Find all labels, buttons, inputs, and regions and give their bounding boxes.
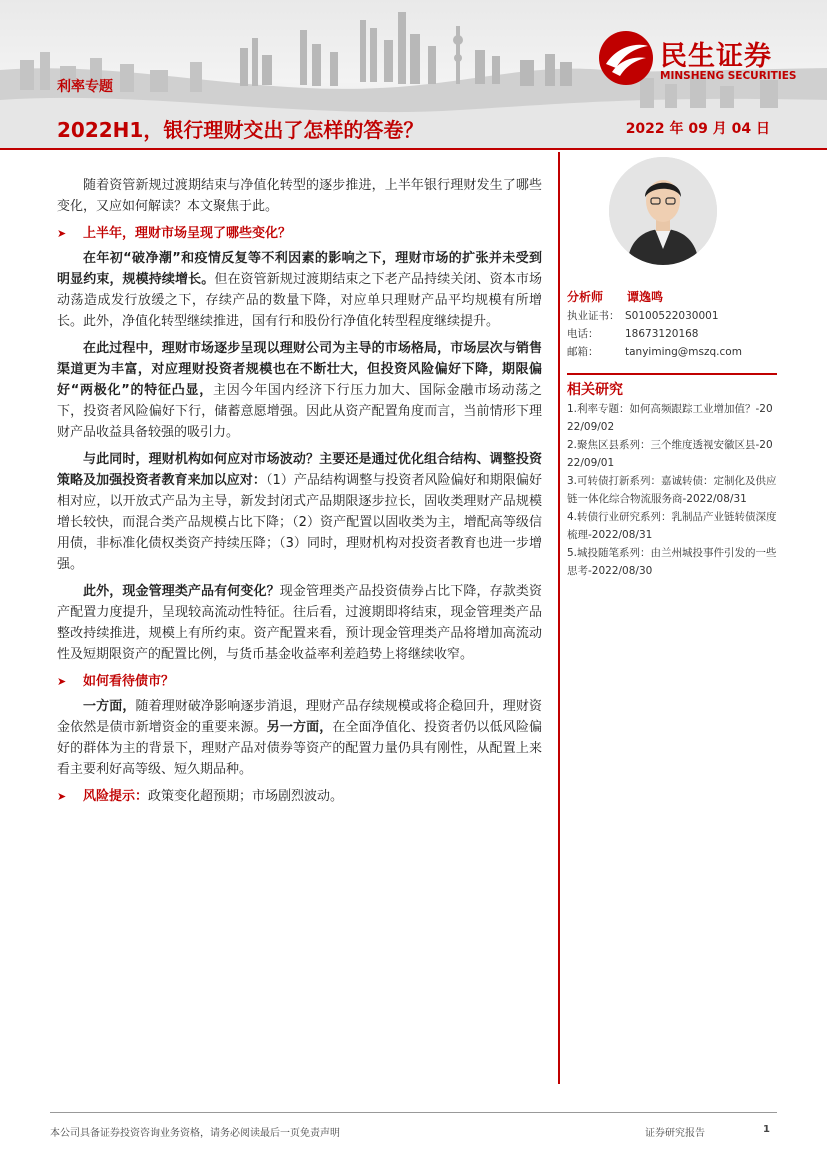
phone-value: 18673120168 bbox=[625, 328, 699, 340]
paragraph-body-2: 在全面净值化、投资者仍以低风险偏好的群体为主的背景下，理财产品对债券等资产的配置力量仍具有刚性，从配置上来看主要利好高等级、短久期品种。 bbox=[57, 720, 542, 777]
paragraph-5 bbox=[57, 696, 542, 780]
arrow-bullet-icon: ➤ bbox=[57, 227, 67, 240]
report-body bbox=[57, 175, 542, 811]
column-divider bbox=[558, 152, 560, 1084]
minsheng-logo-icon bbox=[598, 30, 654, 86]
paragraph-body: 随着理财破净影响逐步消退，理财产品存续规模或将企稳回升，理财资金依然是债市新增资金的重要来源。 bbox=[57, 699, 542, 735]
intro-paragraph: 随着资管新规过渡期结束与净值化转型的逐步推进，上半年银行理财发生了哪些变化，又应如何解读？本文聚焦于此。 bbox=[57, 178, 542, 214]
paragraph-lead: 此外，现金管理类产品有何变化？ bbox=[83, 584, 280, 599]
risk-warning bbox=[57, 786, 542, 807]
related-research-item[interactable]: 2.聚焦区县系列：三个维度透视安徽区县-20 bbox=[567, 439, 773, 451]
paragraph-body: （1）产品结构调整与投资者风险偏好和期限偏好相对应，以开放式产品为主导，新发封闭式产品期限逐步拉长，固收类理财产品规模增长较快，而混合类产品规模占比下降；（2）资产配置以固收类为主，增配高等级信用债，非标准化债权类资产持续压降；（3）同时，理财机构对投资者教育也进一步增强。 bbox=[57, 473, 542, 572]
related-research-item[interactable]: 1.利率专题：如何高频跟踪工业增加值？-20 bbox=[567, 403, 773, 415]
section-heading-bond-market bbox=[57, 671, 542, 692]
risk-text: 政策变化超预期；市场剧烈波动。 bbox=[148, 789, 344, 804]
analyst-portrait-icon bbox=[609, 157, 717, 265]
logo-english-name: MINSHENG SECURITIES bbox=[660, 70, 797, 82]
paragraph-lead: 一方面， bbox=[83, 699, 136, 714]
email-value[interactable]: tanyiming@mszq.com bbox=[625, 346, 742, 358]
page-number: 1 bbox=[763, 1124, 770, 1135]
analyst-label: 分析师 bbox=[567, 290, 604, 304]
phone-row bbox=[567, 325, 777, 343]
paragraph-lead: 与此同时，理财机构如何应对市场波动？主要还是通过优化组合结构、调整投资策略及加强投资者教育来加以应对： bbox=[57, 452, 542, 488]
paragraph-body: 但在资管新规过渡期结束之下老产品持续关闭、资本市场动荡造成发行放缓之下，存续产品的数量下降，对应单只理财产品平均规模有所增长。此外，净值化转型继续推进，国有行和股份行净值化转型程度继续提升。 bbox=[57, 272, 542, 329]
footer-divider bbox=[50, 1112, 777, 1113]
paragraph-lead-2: 另一方面， bbox=[266, 720, 333, 735]
related-research-item[interactable]: 思考-2022/08/30 bbox=[567, 565, 653, 577]
minsheng-logo bbox=[598, 30, 803, 90]
risk-label: 风险提示： bbox=[83, 789, 149, 804]
report-date: 2022 年 09 月 04 日 bbox=[625, 121, 770, 137]
phone-label: 电话： bbox=[567, 328, 599, 340]
footer-report-type: 证券研究报告 bbox=[645, 1128, 705, 1139]
related-research-item[interactable]: 链一体化综合物流服务商-2022/08/31 bbox=[567, 493, 747, 505]
email-label: 邮箱： bbox=[567, 346, 599, 358]
report-category: 利率专题 bbox=[57, 79, 113, 95]
cert-row bbox=[567, 307, 777, 325]
analyst-row bbox=[567, 288, 664, 305]
footer-disclaimer: 本公司具备证券投资咨询业务资格，请务必阅读最后一页免责声明 bbox=[50, 1128, 340, 1139]
related-research-item[interactable]: 4.转债行业研究系列：乳制品产业链转债深度 bbox=[567, 511, 777, 523]
related-research-item[interactable]: 22/09/02 bbox=[567, 421, 615, 433]
cert-value: S0100522030001 bbox=[625, 310, 719, 322]
email-row bbox=[567, 343, 777, 361]
paragraph-3 bbox=[57, 449, 542, 575]
analyst-photo bbox=[609, 157, 717, 265]
banner-divider bbox=[0, 148, 827, 150]
analyst-info bbox=[567, 307, 777, 361]
analyst-name: 谭逸鸣 bbox=[627, 290, 664, 304]
paragraph-lead: 在年初“破净潮”和疫情反复等不利因素的影响之下，理财市场的扩张并未受到明显约束，规模持续增长。 bbox=[57, 251, 542, 287]
related-research-title: 相关研究 bbox=[567, 373, 777, 399]
section-heading-text: 上半年，理财市场呈现了哪些变化？ bbox=[83, 226, 292, 241]
related-research-item[interactable]: 梳理-2022/08/31 bbox=[567, 529, 653, 541]
section-heading-text: 如何看待债市？ bbox=[83, 674, 175, 689]
paragraph-2 bbox=[57, 338, 542, 443]
paragraph-body: 现金管理类产品投资债券占比下降，存款类资产配置力度提升，呈现较高流动性特征。往后看，过渡期即将结束，现金管理类产品整改持续推进，规模上有所约束。资产配置来看，预计现金管理类产品将增加高流动性及短期限资产的配置比例，与货币基金收益率利差趋势上将继续收窄。 bbox=[57, 584, 542, 662]
section-heading-market-changes bbox=[57, 223, 542, 244]
related-research-item[interactable]: 3.可转债打新系列：嘉诚转债：定制化及供应 bbox=[567, 475, 777, 487]
report-title: 2022H1，银行理财交出了怎样的答卷？ bbox=[57, 118, 424, 142]
arrow-bullet-icon: ➤ bbox=[57, 675, 67, 688]
paragraph-1 bbox=[57, 248, 542, 332]
header-banner bbox=[0, 0, 827, 150]
related-research-list bbox=[567, 400, 777, 580]
paragraph-lead: 在此过程中，理财市场逐步呈现以理财公司为主导的市场格局，市场层次与销售渠道更为丰富，对应理财投资者规模也在不断壮大，但投资风险偏好下降，期限偏好“两极化”的特征凸显， bbox=[57, 341, 542, 398]
related-research-item[interactable]: 5.城投随笔系列：由兰州城投事件引发的一些 bbox=[567, 547, 777, 559]
logo-chinese-name: 民生证券 bbox=[660, 41, 772, 72]
paragraph-body: 主因今年国内经济下行压力加大、国际金融市场动荡之下，投资者风险偏好下行，储蓄意愿增强。因此从资产配置角度而言，当前情形下理财产品收益具备较强的吸引力。 bbox=[57, 383, 542, 440]
paragraph-4 bbox=[57, 581, 542, 665]
cert-label: 执业证书： bbox=[567, 310, 620, 322]
arrow-bullet-icon: ➤ bbox=[57, 790, 67, 803]
related-research-item[interactable]: 22/09/01 bbox=[567, 457, 615, 469]
